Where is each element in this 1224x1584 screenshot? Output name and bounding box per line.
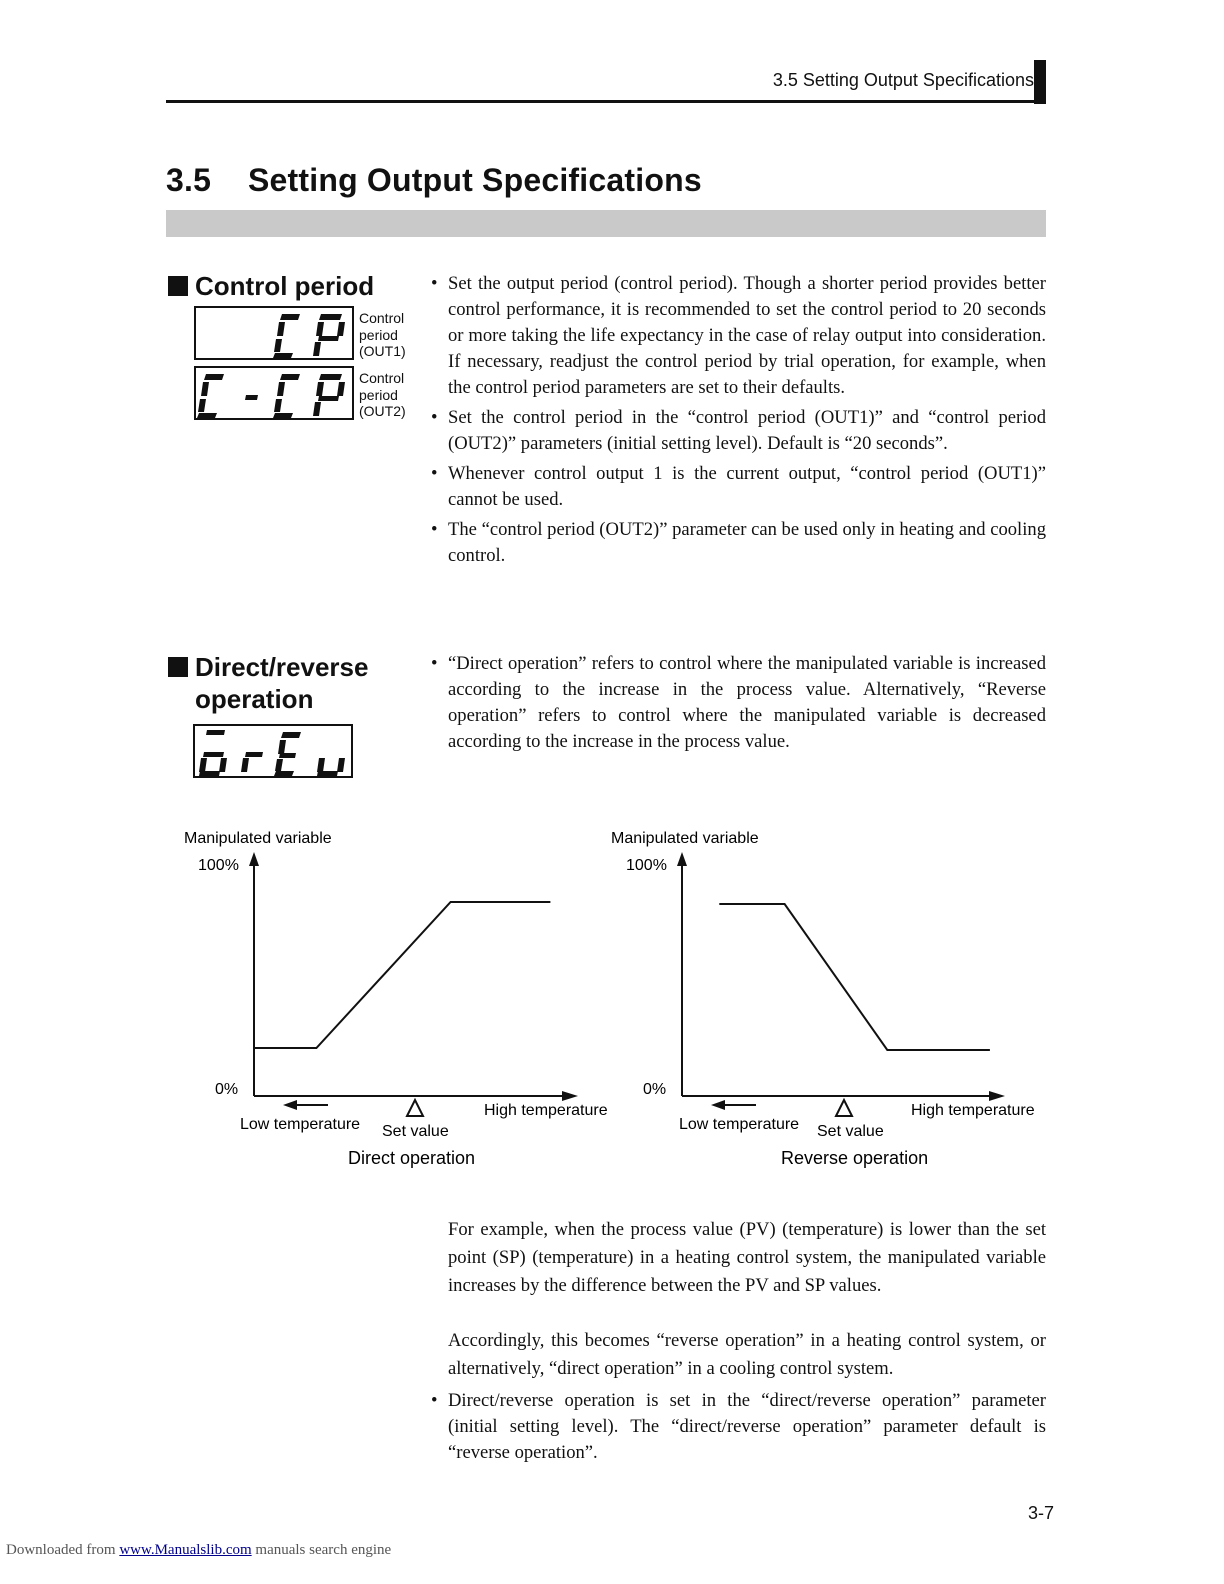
low-temp-arrow-icon bbox=[283, 1100, 297, 1110]
lcd-label-line: (OUT1) bbox=[359, 343, 406, 359]
lcd-display-out1 bbox=[194, 306, 354, 360]
control-period-heading bbox=[168, 270, 374, 302]
page-number: 3-7 bbox=[1027, 1503, 1054, 1523]
bullet-item: • The “control period (OUT2)” parameter can be used only in heating and cooling control. bbox=[428, 517, 1046, 569]
header-rule bbox=[166, 100, 1046, 103]
y-tick-0: 0% bbox=[215, 1081, 239, 1098]
direct-reverse-bullets bbox=[428, 651, 1046, 759]
x-left-label: Low temperature bbox=[240, 1116, 361, 1133]
series-line bbox=[719, 904, 990, 1050]
set-value-marker-icon bbox=[836, 1100, 852, 1116]
section-band bbox=[166, 210, 1046, 237]
section-title-text: Setting Output Specifications bbox=[248, 162, 702, 198]
lcd-label-line: period bbox=[359, 386, 398, 403]
x-right-label: High temperature bbox=[484, 1102, 608, 1119]
y-tick-100: 100% bbox=[626, 857, 667, 874]
chart-title: Direct operation bbox=[348, 1148, 476, 1168]
lcd-display-orev bbox=[193, 724, 353, 778]
bullet-item: • “Direct operation” refers to control where the manipulated variable is increased according to the increase in the process value. Alternatively, “Reverse operation” refers to control where the manipulated variable is decreased according to the increase in the process value. bbox=[428, 651, 1046, 755]
seven-segment-c-cp bbox=[196, 368, 356, 422]
example-bullets bbox=[428, 1388, 1046, 1470]
download-footer bbox=[6, 1542, 391, 1559]
footer-prefix: Downloaded from bbox=[6, 1542, 116, 1558]
set-value-label: Set value bbox=[817, 1123, 884, 1140]
heading-square-icon bbox=[168, 657, 188, 677]
bullet-item: • Whenever control output 1 is the current output, “control period (OUT1)” cannot be used. bbox=[428, 461, 1046, 513]
chart-title: Reverse operation bbox=[781, 1148, 929, 1168]
x-right-label: High temperature bbox=[911, 1102, 1035, 1119]
footer-suffix: manuals search engine bbox=[255, 1542, 392, 1558]
operation-charts bbox=[0, 820, 1224, 1180]
lcd-label-line: period bbox=[359, 326, 398, 343]
x-axis-arrow-icon bbox=[989, 1091, 1005, 1101]
lcd-label-line: Control bbox=[359, 310, 405, 326]
control-period-heading-text: Control period bbox=[195, 271, 375, 301]
lcd-label-out2 bbox=[359, 370, 406, 420]
lcd-label-line: (OUT2) bbox=[359, 403, 406, 419]
lcd-display-out2 bbox=[194, 366, 354, 420]
running-header: 3.5 Setting Output Specifications bbox=[772, 70, 1034, 90]
y-axis-arrow-icon bbox=[249, 852, 259, 866]
set-value-marker-icon bbox=[407, 1100, 423, 1116]
footer-link[interactable]: www.Manualslib.com bbox=[119, 1542, 252, 1558]
direct-reverse-heading-line2: operation bbox=[195, 684, 314, 714]
control-period-bullets bbox=[428, 271, 1046, 573]
y-axis-arrow-icon bbox=[677, 852, 687, 866]
heading-square-icon bbox=[168, 276, 188, 296]
section-title bbox=[166, 162, 702, 199]
direct-operation-chart bbox=[184, 830, 608, 1168]
set-value-label: Set value bbox=[382, 1123, 449, 1140]
y-tick-0: 0% bbox=[643, 1081, 667, 1098]
section-number: 3.5 bbox=[166, 162, 212, 198]
y-axis-label: Manipulated variable bbox=[184, 830, 332, 847]
low-temp-arrow-icon bbox=[711, 1100, 725, 1110]
series-line bbox=[254, 902, 550, 1048]
bullet-item: • Set the output period (control period). Though a shorter period provides better control performance, it is recommended to set the control period to 20 seconds or more taking the life expectancy in the case of relay output into consideration. If necessary, readjust the control period by trial operation, for example, when the control period parameters are set to their defaults. bbox=[428, 271, 1046, 401]
direct-reverse-heading-line1: Direct/reverse bbox=[195, 652, 369, 682]
bullet-item: • Set the control period in the “control period (OUT1)” and “control period (OUT2)” parameters (initial setting level). Default is “20 seconds”. bbox=[428, 405, 1046, 457]
lcd-label-line: Control bbox=[359, 370, 405, 386]
direct-reverse-heading bbox=[168, 651, 368, 715]
bullet-item: • Direct/reverse operation is set in the “direct/reverse operation” parameter (initial setting level). The “direct/reverse operation” parameter default is “reverse operation”. bbox=[428, 1388, 1046, 1466]
example-paragraph-2: Accordingly, this becomes “reverse operation” in a heating control system, or alternatively, “direct operation” in a cooling control system. bbox=[448, 1330, 1046, 1379]
lcd-label-out1 bbox=[359, 310, 406, 360]
reverse-operation-chart bbox=[611, 830, 1035, 1168]
example-paragraph-1: For example, when the process value (PV) (temperature) is lower than the set point (SP) (temperature) in a heating control system, the manipulated variable increases by the difference between the PV and SP values. bbox=[448, 1219, 1046, 1296]
y-tick-100: 100% bbox=[198, 857, 239, 874]
seven-segment-cp bbox=[196, 308, 356, 362]
x-axis-arrow-icon bbox=[562, 1091, 578, 1101]
header-tab-marker bbox=[1034, 60, 1046, 104]
seven-segment-orev bbox=[195, 726, 355, 780]
x-left-label: Low temperature bbox=[679, 1116, 800, 1133]
y-axis-label: Manipulated variable bbox=[611, 830, 759, 847]
